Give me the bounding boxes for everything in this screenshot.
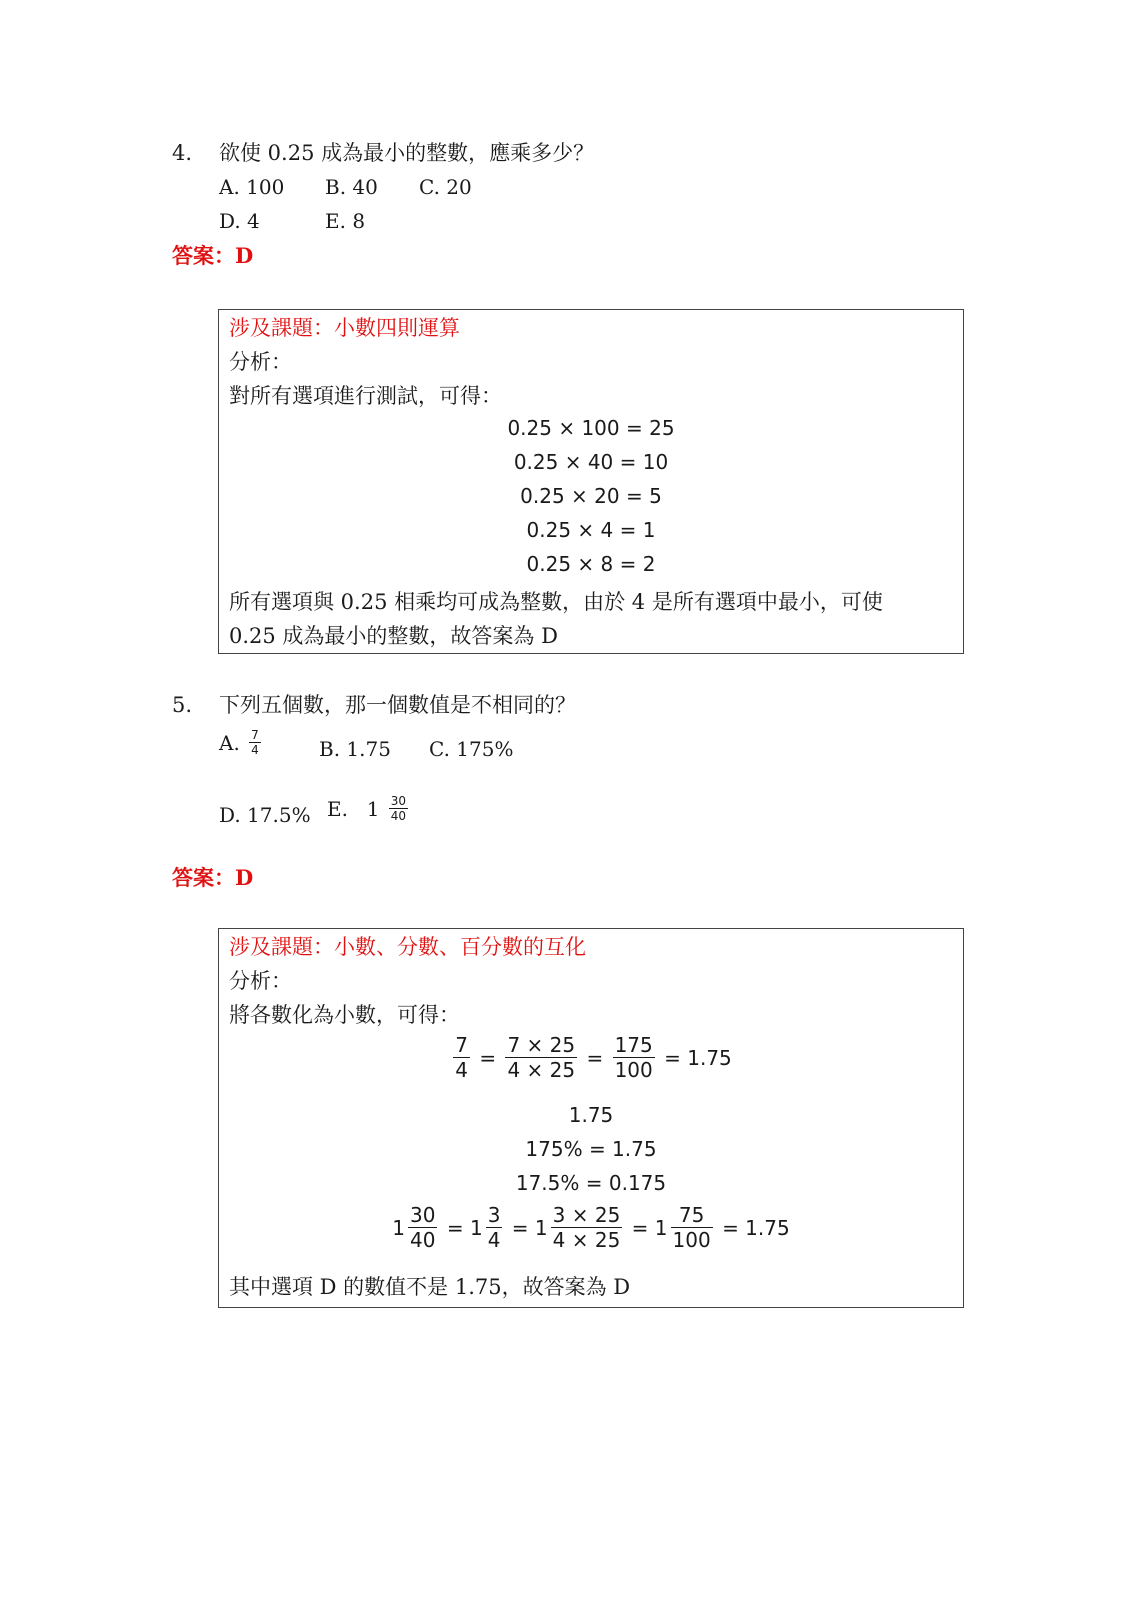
equation: 0.25 × 8 = 2 [526, 552, 656, 576]
option-d: D. 4 [219, 209, 260, 233]
fraction: $\frac{7}{4}$ [251, 728, 259, 757]
conclusion: 其中選項 D 的數值不是 1.75，故答案為 D [229, 1275, 631, 1299]
topic-heading: 涉及課題：小數、分數、百分數的互化 [229, 935, 586, 959]
equation-mixed-number: 1 $\frac{30}{40}$ = 1 $\frac{3}{4}$ = 1 $\frac{3 \times 25}{4 \times 25}$ = 1 $\frac{75}{100}$ = 1.75 [392, 1203, 790, 1252]
analysis-label: 分析： [229, 969, 292, 993]
analysis-label: 分析： [229, 350, 292, 374]
answer-4: 答案：D [172, 243, 254, 268]
option-b: B. 1.75 [319, 737, 391, 761]
equation: 175% = 1.75 [525, 1137, 657, 1161]
equation: 0.25 × 4 = 1 [526, 518, 656, 542]
equation: 0.25 × 40 = 10 [513, 450, 669, 474]
question-number: 4. [172, 141, 193, 165]
analysis-intro: 將各數化為小數，可得： [229, 1003, 460, 1027]
equation-fraction: $\frac{7}{4}$ = $\frac{7 \times 25}{4 \times 25}$ = $\frac{175}{100}$ = 1.75 [455, 1033, 732, 1082]
solution-box-5 [218, 928, 964, 1308]
equation: 0.25 × 20 = 5 [520, 484, 662, 508]
conclusion: 0.25 成為最小的整數，故答案為 D [229, 624, 558, 648]
conclusion: 所有選項與 0.25 相乘均可成為整數，由於 4 是所有選項中最小，可使 [229, 590, 883, 614]
question-number: 5. [172, 693, 193, 717]
question-text: 欲使 0.25 成為最小的整數，應乘多少？ [219, 141, 595, 165]
fraction: $\frac{30}{40}$ [390, 794, 407, 823]
option-e: E. 1 $\frac{30}{40}$ [327, 794, 407, 823]
equation: 0.25 × 100 = 25 [507, 416, 675, 440]
equation: 17.5% = 0.175 [515, 1171, 667, 1195]
equation: 1.75 [568, 1103, 614, 1127]
answer-5: 答案：D [172, 865, 254, 890]
option-c: C. 175% [429, 737, 514, 761]
option-d: D. 17.5% [219, 803, 311, 827]
option-b: B. 40 [325, 175, 378, 199]
topic-heading: 涉及課題：小數四則運算 [229, 316, 460, 340]
analysis-intro: 對所有選項進行測試，可得： [229, 384, 502, 408]
option-c: C. 20 [419, 175, 472, 199]
option-e: E. 8 [325, 209, 366, 233]
option-a: A. $\frac{7}{4}$ [219, 728, 259, 757]
solution-box-4 [218, 309, 964, 654]
question-text: 下列五個數，那一個數值是不相同的？ [219, 693, 576, 717]
option-a: A. 100 [219, 175, 285, 199]
